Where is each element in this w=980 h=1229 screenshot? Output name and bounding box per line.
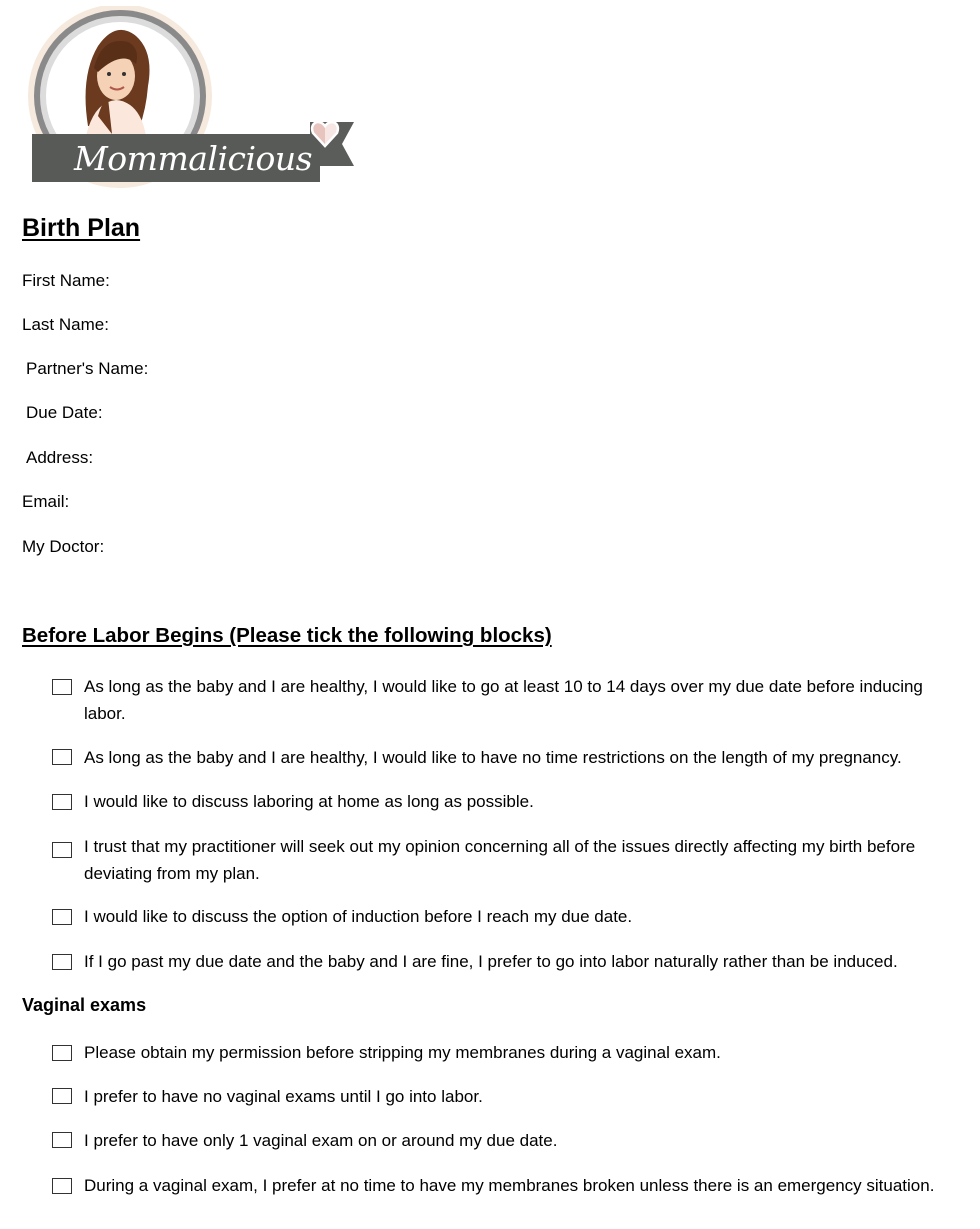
checkbox[interactable] xyxy=(52,1045,72,1061)
checklist-item-label: I would like to discuss laboring at home as long as possible. xyxy=(84,792,534,811)
checkbox[interactable] xyxy=(52,954,72,970)
field-due-date: Due Date: xyxy=(26,403,103,422)
checkbox[interactable] xyxy=(52,679,72,695)
mommalicious-logo xyxy=(28,6,360,192)
section-title-vaginal-exams: Vaginal exams xyxy=(22,995,147,1015)
checklist-item-label: As long as the baby and I are healthy, I would like to go at least 10 to 14 days over my due date before inducing labor. xyxy=(84,677,923,723)
checkbox[interactable] xyxy=(52,794,72,810)
checkbox[interactable] xyxy=(52,909,72,925)
field-address: Address: xyxy=(26,448,94,467)
page-title: Birth Plan xyxy=(22,214,141,242)
section-title-before-labor: Before Labor Begins (Please tick the following blocks) xyxy=(22,624,552,647)
checkbox[interactable] xyxy=(52,1088,72,1104)
field-first-name: First Name: xyxy=(22,271,110,290)
checkbox[interactable] xyxy=(52,1132,72,1148)
field-last-name: Last Name: xyxy=(22,315,109,334)
checkbox[interactable] xyxy=(52,842,72,858)
checklist-item-label: During a vaginal exam, I prefer at no time to have my membranes broken unless there is an emergency situation. xyxy=(84,1176,935,1195)
checkbox[interactable] xyxy=(52,1178,72,1194)
checklist-item-label: If I go past my due date and the baby and I are fine, I prefer to go into labor naturally rather than be induced. xyxy=(84,952,898,971)
checklist-item-label: I prefer to have only 1 vaginal exam on or around my due date. xyxy=(84,1131,558,1150)
checklist-item-label: As long as the baby and I are healthy, I would like to have no time restrictions on the length of my pregnancy. xyxy=(84,748,902,767)
checklist-item-label: I would like to discuss the option of induction before I reach my due date. xyxy=(84,907,633,926)
field-email: Email: xyxy=(22,492,70,511)
field-my-doctor: My Doctor: xyxy=(22,537,105,556)
checklist-item-label: Please obtain my permission before stripping my membranes during a vaginal exam. xyxy=(84,1043,721,1062)
field-partner-name: Partner's Name: xyxy=(26,359,149,378)
checklist-item-label: I trust that my practitioner will seek out my opinion concerning all of the issues directly affecting my birth before deviating from my plan. xyxy=(84,837,916,883)
logo-wordmark: Mommalicious xyxy=(74,139,313,178)
checkbox[interactable] xyxy=(52,749,72,765)
checklist-item-label: I prefer to have no vaginal exams until I go into labor. xyxy=(84,1087,483,1106)
